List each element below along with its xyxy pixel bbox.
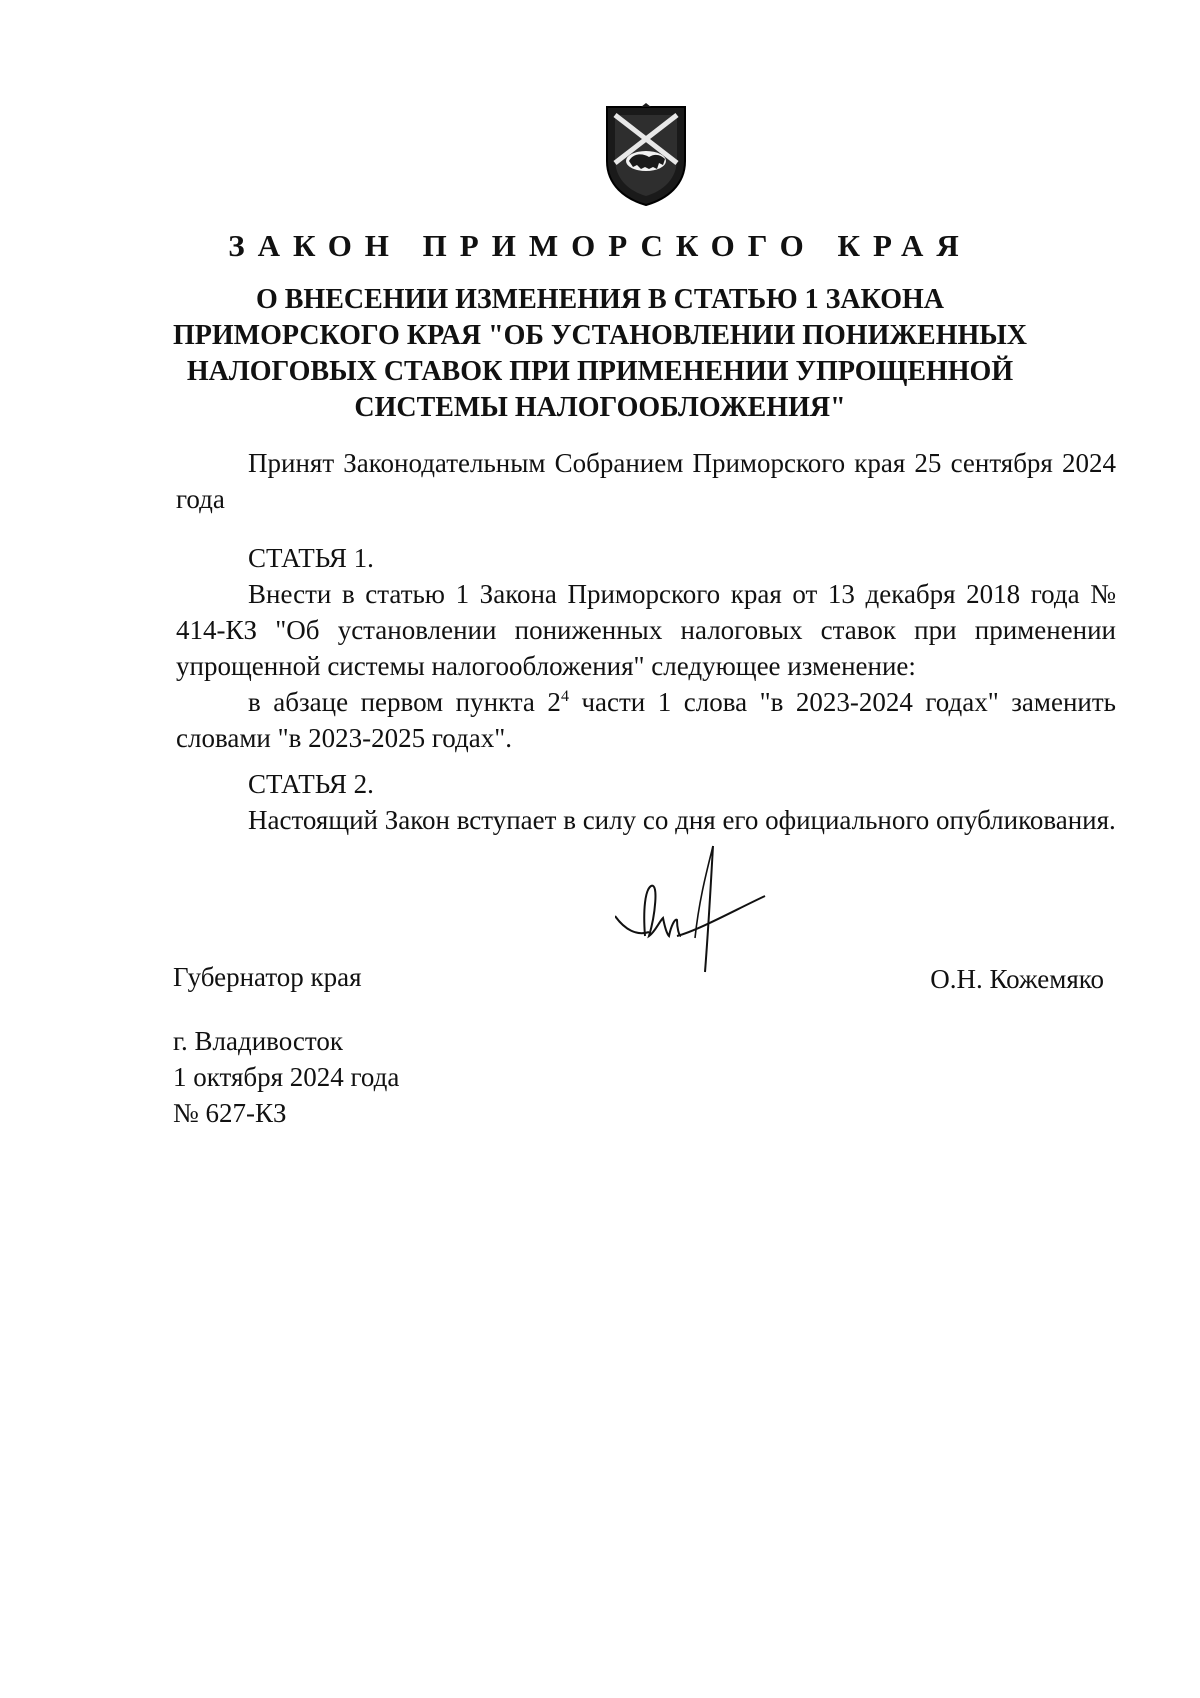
document-footer [173, 1023, 399, 1131]
signatory-name: О.Н. Кожемяко [930, 964, 1104, 994]
subtitle-line: О ВНЕСЕНИИ ИЗМЕНЕНИЯ В СТАТЬЮ 1 ЗАКОНА [255, 284, 945, 315]
article-2-paragraph: Настоящий Закон вступает в силу со дня его официального опубликования. [248, 805, 1116, 835]
law-number: № 627-КЗ [173, 1098, 287, 1128]
amendment-text-end: части 1 слова "в 2023-2024 годах" заменить словами "в 2023-2025 годах". [176, 687, 1116, 753]
handwritten-signature [615, 840, 795, 980]
law-title: ЗАКОН ПРИМОРСКОГО КРАЯ [228, 228, 972, 263]
subtitle-line: ПРИМОРСКОГО КРАЯ "ОБ УСТАНОВЛЕНИИ ПОНИЖЕННЫХ [173, 320, 1027, 351]
subtitle-line: СИСТЕМЫ НАЛОГООБЛОЖЕНИЯ" [354, 392, 846, 423]
article-1-paragraph: Внести в статью 1 Закона Приморского края от 13 декабря 2018 года № 414-КЗ "Об установлении пониженных налоговых ставок при применении упрощенной системы налогообложения" следующее изменение: [176, 579, 1116, 681]
article-2-heading: СТАТЬЯ 2. [248, 769, 374, 799]
signatory-role: Губернатор края [173, 962, 362, 992]
adoption-note: Принят Законодательным Собранием Приморского края 25 сентября 2024 года [176, 448, 1116, 514]
article-1-amendment [176, 684, 1116, 756]
article-1-heading: СТАТЬЯ 1. [248, 543, 374, 573]
coat-of-arms-icon [603, 103, 689, 209]
amendment-text-start: в абзаце первом пункта 2 [248, 687, 561, 717]
law-subtitle [150, 282, 1050, 426]
subtitle-line: НАЛОГОВЫХ СТАВОК ПРИ ПРИМЕНЕНИИ УПРОЩЕННОЙ [186, 356, 1014, 387]
place-of-signing: г. Владивосток [173, 1026, 343, 1056]
superscript-4: 4 [560, 688, 569, 705]
signing-date: 1 октября 2024 года [173, 1062, 400, 1092]
